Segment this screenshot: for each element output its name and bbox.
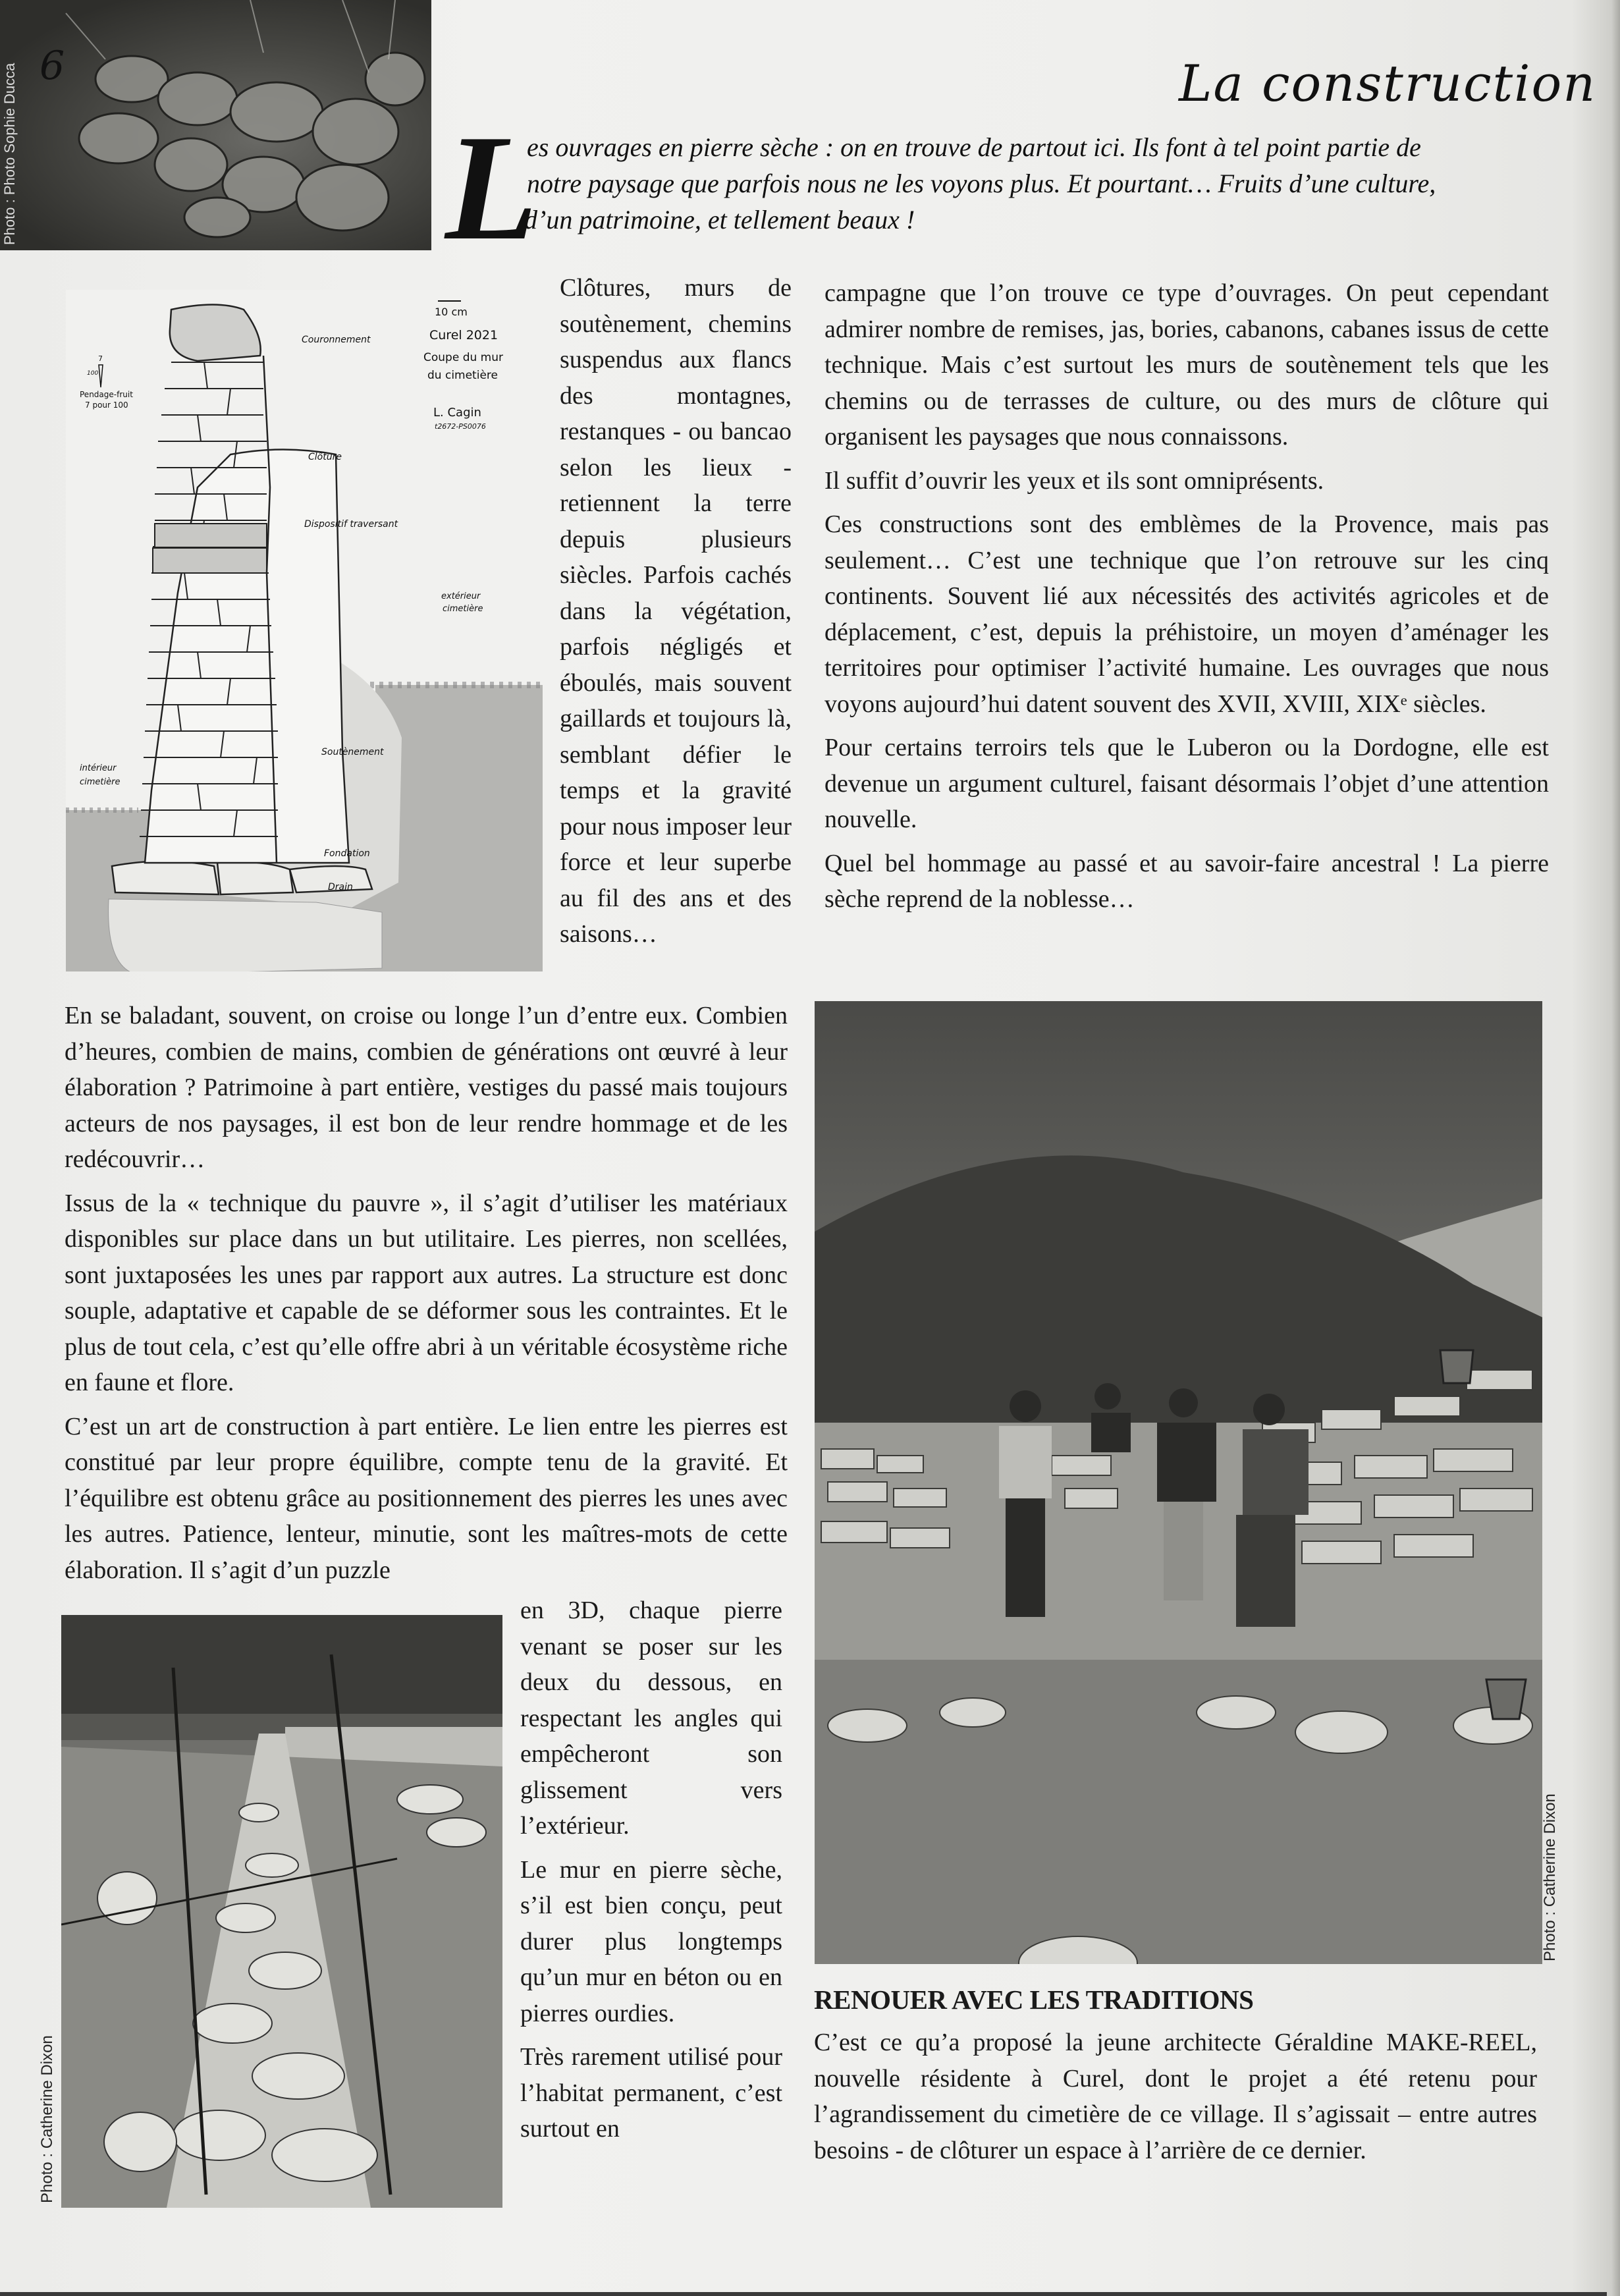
section-title: La construction <box>1179 54 1597 113</box>
slope-mark: 7 <box>98 354 103 363</box>
page-number-mark: 6 <box>40 43 65 89</box>
paragraph: C’est ce qu’a proposé la jeune architecte Géraldine MAKE-REEL, nouvelle résidente à Curel, dont le projet a été retenu pour l’agrandissement du cimetière de ce village. Il s’agissait – entre autres besoins - de clôturer un espace à l’arrière de ce dernier. <box>814 2029 1537 2164</box>
paragraph: Issus de la « technique du pauvre », il s’agit d’utiliser les matériaux disponibles sur place dans un but utilitaire. Les pierres, non scellées, sont juxtaposées les unes par rapport aux autres. La structure est donc souple, adaptative et capable de se déformer sous les contraintes. Et le plus de tout cela, c’est qu’elle offre abri à un véritable écosystème riche en faune et flore. <box>65 1189 788 1396</box>
slope-label: Pendage-fruit <box>80 390 133 399</box>
narrow-column-bottom <box>520 1593 782 2155</box>
photo-credit-right: Photo : Catherine Dixon <box>1541 1793 1559 1961</box>
diagram-author: L. Cagin <box>433 406 481 420</box>
label-exterieur: extérieur <box>441 591 481 601</box>
paragraph: Il suffit d’ouvrir les yeux et ils sont omniprésents. <box>824 466 1324 495</box>
diagram-ref: t2672-PS0076 <box>435 422 486 431</box>
paragraph: Pour certains terroirs tels que le Luberon ou la Dordogne, elle est devenue un argument culturel, faisant désormais l’objet d’une attention nouvelle. <box>824 734 1549 833</box>
paragraph: en 3D, chaque pierre venant se poser sur les deux du dessous, en respectant les angles qui empêcheront son glissement vers l’extérieur. <box>520 1597 782 1840</box>
intro-line: es ouvrages en pierre sèche : on en trouve de partout ici. Ils font à tel point partie de <box>527 132 1421 162</box>
section-heading: RENOUER AVEC LES TRADITIONS <box>814 1984 1254 2015</box>
wall-cross-section-diagram <box>66 290 543 971</box>
label-fondation: Fondation <box>324 848 370 859</box>
paragraph: Très rarement utilisé pour l’habitat permanent, c’est surtout en <box>520 2043 782 2143</box>
label-cloture: Clôture <box>308 452 342 462</box>
page-spine-shadow <box>1611 0 1620 2296</box>
photo-builders-at-wall <box>815 1001 1542 1964</box>
diagram-drawing <box>66 290 543 971</box>
page-bottom-edge <box>0 2292 1607 2296</box>
label-couronnement: Couronnement <box>302 335 371 345</box>
label-exterieur: cimetière <box>443 604 483 614</box>
right-column-text <box>824 275 1549 925</box>
left-column-text <box>65 998 788 1596</box>
photo-credit-top-left: Photo : Photo Sophie Ducca <box>1 63 18 245</box>
diagram-title: Curel 2021 <box>429 328 499 342</box>
builders-illustration <box>815 1001 1542 1964</box>
paragraph: Le mur en pierre sèche, s’il est bien conçu, peut durer plus longtemps qu’un mur en béton ou en pierres ourdies. <box>520 1855 782 2027</box>
slope-label: 7 pour 100 <box>85 400 128 410</box>
intro-line: notre paysage que parfois nous ne les voyons plus. Et pourtant… Fruits d’une culture, <box>527 169 1436 198</box>
label-interieur: cimetière <box>80 777 121 787</box>
paragraph: Quel bel hommage au passé et au savoir-faire ancestral ! La pierre sèche reprend de la noblesse… <box>824 849 1549 913</box>
label-interieur: intérieur <box>80 763 117 773</box>
drop-cap: L <box>445 103 538 271</box>
photo-wall-under-construction <box>61 1615 502 2208</box>
label-dispositif-traversant: Dispositif traversant <box>304 519 398 530</box>
stone-wall-illustration <box>0 0 431 250</box>
paragraph: C’est un art de construction à part entière. Le lien entre les pierres est constitué par leur propre équilibre, compte tenu de la gravité. Et l’équilibre est obtenu grâce au positionnement des pierres les unes avec les autres. Patience, lenteur, minutie, sont les maîtres-mots de cette élaboration. Il s’agit d’un puzzle <box>65 1412 788 1584</box>
construction-site-illustration <box>61 1615 502 2208</box>
diagram-subtitle: Coupe du mur <box>423 351 503 364</box>
paragraph: En se baladant, souvent, on croise ou longe l’un d’entre eux. Combien d’heures, combien de mains, combien de générations ont œuvré à leur élaboration ? Patrimoine à part entière, vestiges du passé mais toujours acteurs de nos paysages, il est bon de leur rendre hommage et de les redécouvrir… <box>65 1002 788 1173</box>
diagram-scale: 10 cm <box>435 306 468 318</box>
paragraph: Clôtures, murs de soutènement, chemins suspendus aux flancs des montagnes, restanques - ou bancao selon les lieux - retiennent la terre depuis plusieurs siècles. Parfois cachés dans la végétation, parfois négligés et éboulés, mais souvent gaillards et toujours là, semblant défier le temps et la gravité pour nous imposer leur force et leur superbe au fil des ans et des saisons… <box>560 274 792 948</box>
intro-lead <box>524 129 1554 238</box>
section2-text <box>814 2025 1537 2176</box>
paragraph: campagne que l’on trouve ce type d’ouvrages. On peut cependant admirer nombre de remises, jas, bories, cabanons, cabanes issus de cette technique. Mais c’est surtout les murs de soutènement tels que les chemins ou de terrasses de culture, ou des murs de clôture qui organisent les paysages que nous connaissons. <box>824 279 1549 451</box>
label-drain: Drain <box>328 882 353 892</box>
paragraph: Ces constructions sont des emblèmes de la Provence, mais pas seulement… C’est une technique que l’on retrouve sur les cinq continents. Souvent lié aux nécessités des activités agricoles et de déplacement, c’est, depuis la préhistoire, un moyen d’aménager les territoires pour optimiser l’activité humaine. Les ouvrages que nous voyons aujourd’hui datent souvent des XVII, XVIII, XIXᵉ siècles. <box>824 510 1549 718</box>
intro-line: d’un patrimoine, et tellement beaux ! <box>524 205 915 234</box>
narrow-column-top <box>560 270 792 960</box>
slope-mark: 100 <box>87 370 99 377</box>
label-soutenement: Soutènement <box>321 747 384 757</box>
photo-old-stone-wall <box>0 0 431 250</box>
diagram-subtitle: du cimetière <box>427 369 498 382</box>
photo-credit-bottom-left: Photo : Catherine Dixon <box>38 2035 56 2203</box>
